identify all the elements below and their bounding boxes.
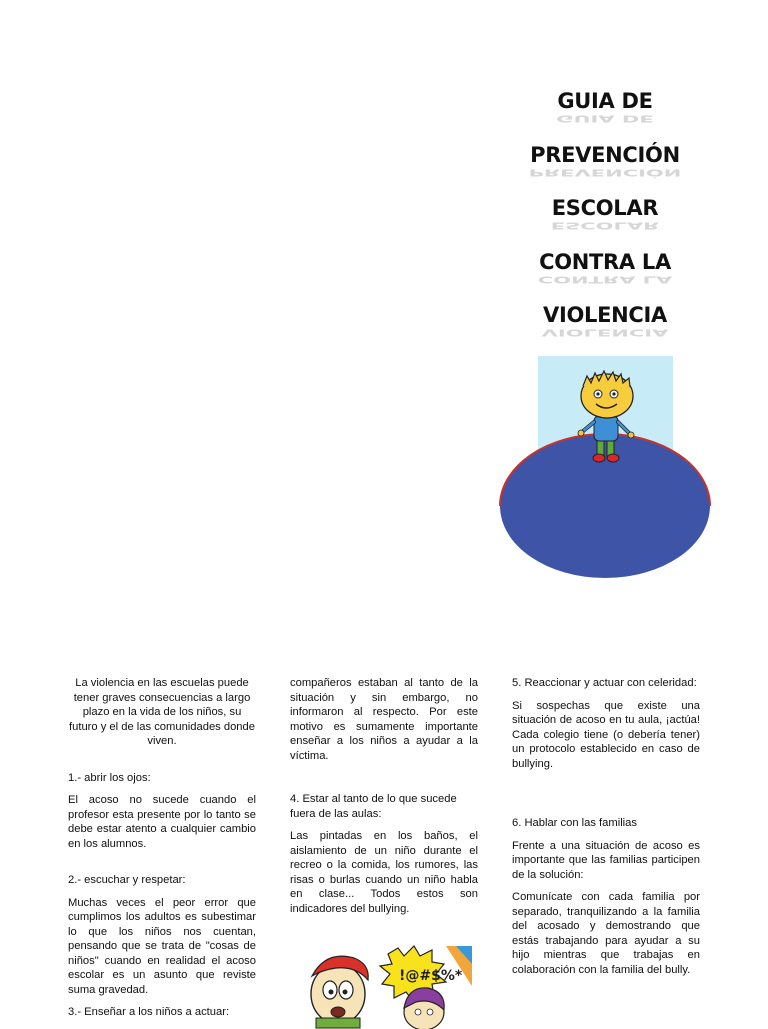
column-3 (512, 676, 700, 977)
step-1-text: El acoso no sucede cuando el profesor esta presente por lo tanto se debe estar atento a cualquier cambio en los alumnos. (68, 794, 256, 850)
step-6-heading: 6. Hablar con las familias (512, 817, 637, 829)
bully-cartoon-icon (296, 946, 472, 1024)
title-reflection: CONTRA LA (537, 273, 673, 285)
title-line (520, 245, 690, 299)
title-text: ESCOLAR (551, 196, 659, 220)
step-2-text: Muchas veces el peor error que cumplimos los adultos es subestimar lo que los niños nos cuentan, pensando que se trata de "cosas de niños" cuando en realidad el acoso escolar es un asunto que reviste suma gravedad. (68, 896, 256, 996)
intro-paragraph: La violencia en las escuelas puede tener graves consecuencias a largo plazo en la vida de los niños, su futuro y el de las comunidades donde viven. (69, 677, 255, 747)
title-line (520, 138, 690, 192)
title-line (520, 191, 690, 245)
title-reflection: PREVENCIÓN (528, 166, 682, 178)
title-text: PREVENCIÓN (530, 142, 680, 167)
step-4-heading: 4. Estar al tanto de lo que sucede fuera de las aulas: (290, 793, 457, 820)
title-text: VIOLENCIA (543, 303, 667, 327)
step-2-heading: 2.- escuchar y respetar: (68, 874, 186, 886)
step-4-text: Las pintadas en los baños, el aislamiento de un niño durante el recreo o la comida, los rumores, las risas o burlas cuando un niño habla en clase... Todos estos son indicadores del bullying. (290, 830, 478, 915)
title-reflection: VIOLENCIA (541, 327, 669, 338)
cover-title (520, 84, 690, 352)
title-text: GUIA DE (557, 89, 653, 113)
step-6-text-1: Frente a una situación de acoso es importante que las familias participen de la solución: (512, 839, 700, 881)
step-6-text-2: Comunícate con cada familia por separado, tranquilizando a la familia del acosado y demostrando que estás trabajando para ayudar a su hijo mientras que trabajas en colaboración con la familia del bully. (512, 891, 700, 976)
swear-symbols: !@#$%* (399, 968, 463, 984)
column-1 (68, 676, 256, 1020)
column-2 (290, 676, 478, 916)
step-1-heading: 1.- abrir los ojos: (68, 771, 151, 784)
title-line (520, 84, 690, 138)
cartoon-boy-icon (538, 356, 673, 470)
step-3-heading: 3.- Enseñar a los niños a actuar: (68, 1006, 230, 1018)
step-5-heading: 5. Reaccionar y actuar con celeridad: (512, 677, 697, 689)
title-text: CONTRA LA (539, 249, 671, 274)
step-5-text: Si sospechas que existe una situación de acoso en tu aula, ¡actúa! Cada colegio tiene (o debería tener) un protocolo establecido en caso de bullying. (512, 699, 700, 770)
continuation-paragraph: compañeros estaban al tanto de la situación y sin embargo, no informaron al respecto. Por este motivo es sumamente importante enseñar a los niños a ayudar a la víctima. (290, 677, 478, 762)
title-reflection: ESCOLAR (550, 220, 660, 231)
title-line (520, 298, 690, 352)
title-reflection: GUIA DE (556, 113, 654, 124)
